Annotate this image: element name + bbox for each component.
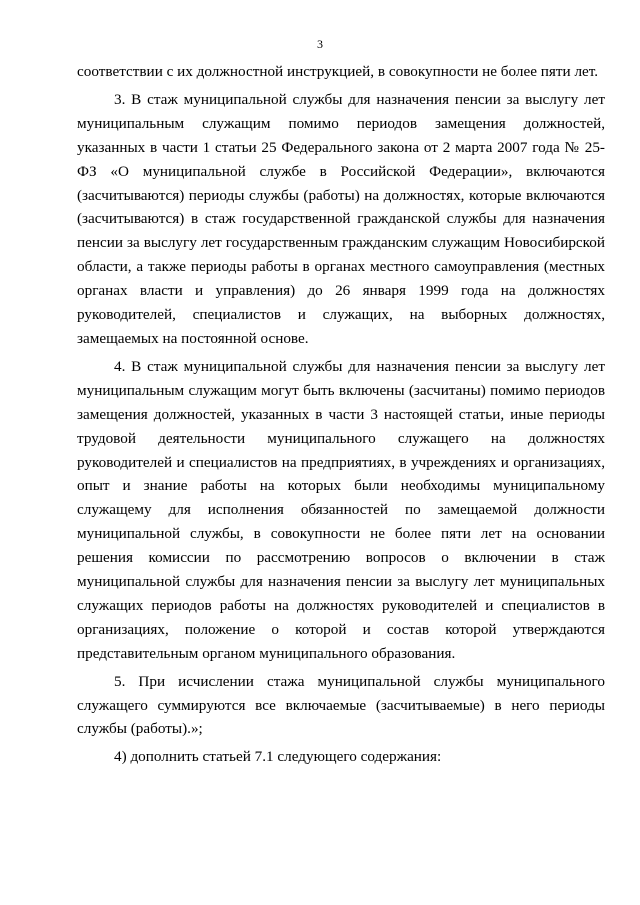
paragraph-item-5: 5. При исчислении стажа муниципальной службы муниципального служащего суммируются все включаемые (засчитываемые) в него периоды службы (работы).»;: [77, 672, 605, 738]
paragraph-item-3: 3. В стаж муниципальной службы для назначения пенсии за выслугу лет муниципальным служащим помимо периодов замещения должностей, указанных в части 1 статьи 25 Федерального закона от 2 марта 2007 года № 25-ФЗ «О муниципальной службе в Российской Федерации», включаются (засчитываются) периоды службы (работы) на должностях, которые включаются (засчитываются) в стаж государственной гражданской службы для назначения пенсии за выслугу лет государственным гражданским служащим Новосибирской области, а также периоды работы в органах местного самоуправления (местных органах власти и управления) до 26 января 1999 года на должностях руководителей, специалистов и служащих, на выборных должностях, замещаемых на постоянной основе.: [77, 90, 605, 347]
paragraph-amendment-4: 4) дополнить статьей 7.1 следующего содержания:: [114, 748, 442, 766]
paragraph-item-4: 4. В стаж муниципальной службы для назначения пенсии за выслугу лет муниципальным служащим могут быть включены (засчитаны) помимо периодов замещения должностей, указанных в части 3 настоящей статьи, иные периоды трудовой деятельности муниципального служащего на должностях руководителей и специалистов на предприятиях, в учреждениях и организациях, опыт и знание работы на которых были необходимы муниципальному служащему для исполнения обязанностей по замещаемой должности муниципальной службы, в совокупности не более пяти лет на основании решения комиссии по рассмотрению вопросов о включении в стаж муниципальной службы для назначения пенсии за выслугу лет муниципальных служащих периодов работы на должностях руководителей и специалистов в организациях, положение о которой и состав которой утверждаются представительным органом муниципального образования.: [77, 357, 605, 662]
document-body: [77, 60, 605, 773]
paragraph-continuation: соответствии с их должностной инструкцией, в совокупности не более пяти лет.: [77, 63, 599, 80]
page-number: 3: [317, 37, 323, 51]
